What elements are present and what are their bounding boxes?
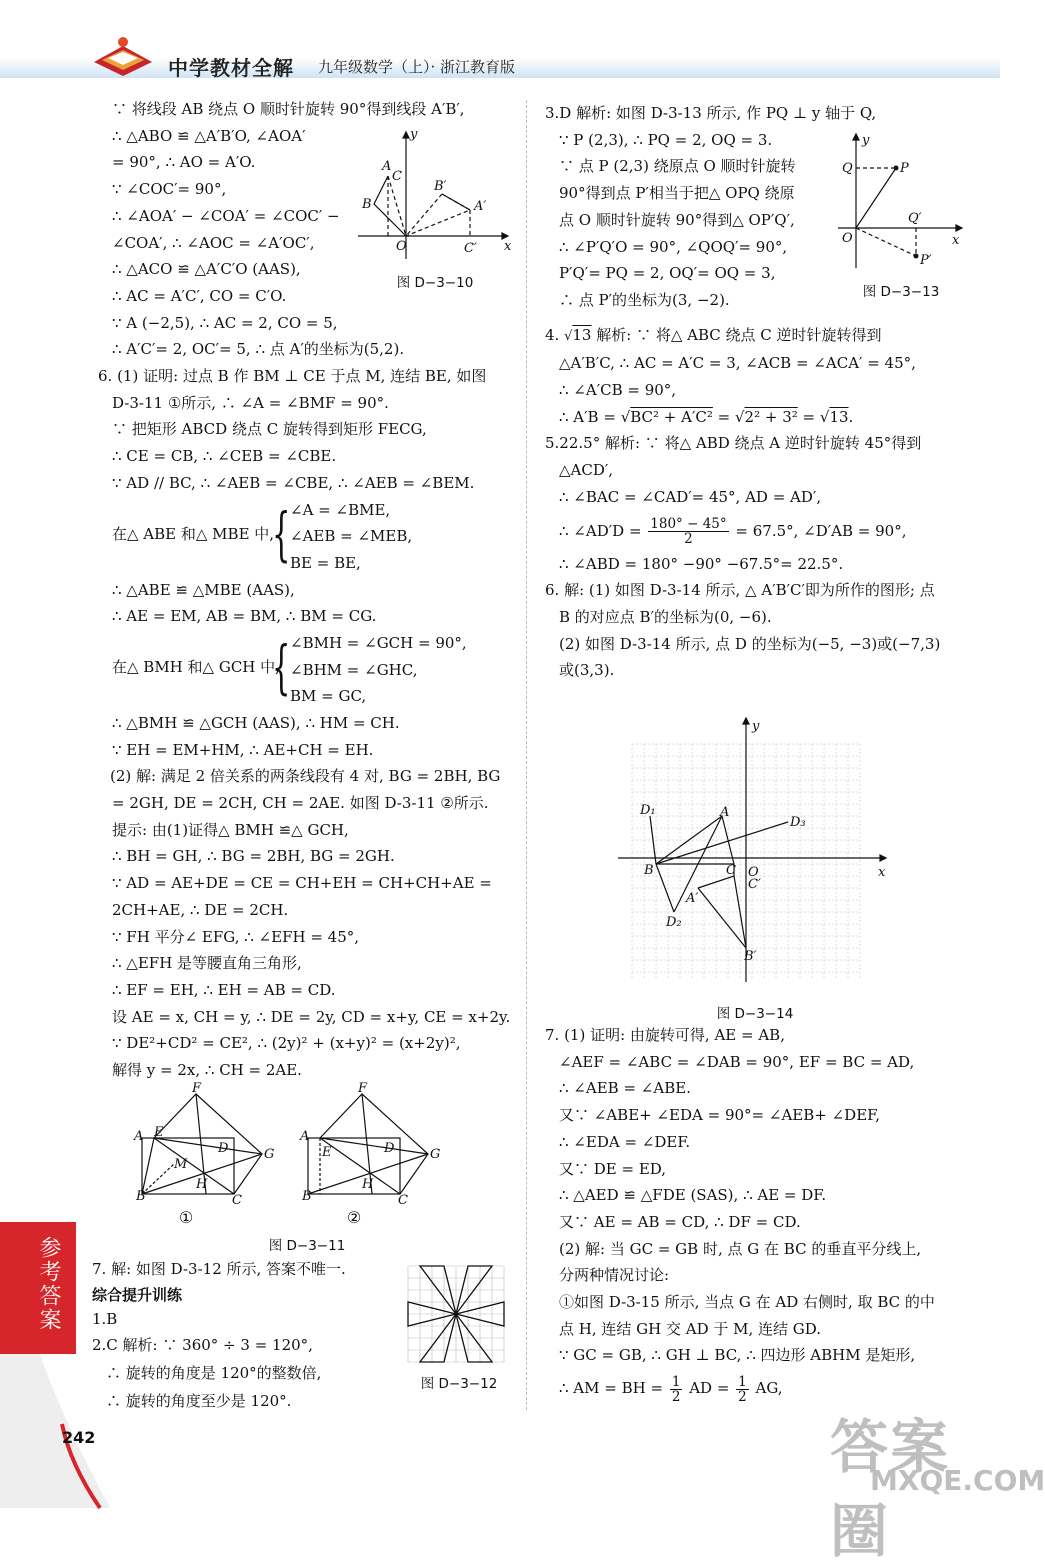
text-line: 3.D 解析: 如图 D-3-13 所示, 作 PQ ⊥ y 轴于 Q,: [545, 104, 877, 122]
text-line: ∴ △BMH ≌ △GCH (AAS), ∴ HM = CH.: [112, 713, 400, 732]
text-line: △ACD′,: [559, 461, 614, 480]
fraction-numerator: 180° − 45°: [650, 516, 727, 533]
text-line: 6. 解: (1) 如图 D-3-14 所示, △ A′B′C′即为所作的图形; 点: [545, 581, 935, 600]
text-line: ∴ 旋转的角度至少是 120°.: [106, 1391, 292, 1410]
fig-label: C′: [464, 241, 477, 256]
text-line: (2) 如图 D-3-14 所示, 点 D 的坐标为(−5, −3)或(−7,3): [559, 634, 941, 653]
text-line: ∴ EF = EH, ∴ EH = AB = CD.: [112, 980, 336, 999]
question-7-block: [545, 1022, 975, 1407]
book-title: 中学教材全解: [168, 56, 294, 80]
fig-label: D₃: [790, 815, 806, 830]
system-items: [290, 497, 412, 577]
caption-d-3-12: 图 D−3−12: [420, 1376, 498, 1392]
fraction-numerator: 1: [738, 1373, 747, 1390]
text-line: 2CH+AE, ∴ DE = 2CH.: [112, 900, 289, 919]
figure-d-3-11-2: [296, 1081, 446, 1208]
text-line: ∴ AE = EM, AB = BM, ∴ BM = CG.: [112, 607, 377, 626]
fig-label: A: [720, 805, 730, 820]
text-line: ∴ △EFH 是等腰直角三角形,: [112, 954, 302, 973]
question-number: 4.: [545, 325, 560, 344]
fig-label: P′: [920, 253, 932, 268]
fig-label: B: [362, 197, 372, 212]
fraction-denominator: 2: [738, 1388, 747, 1405]
figure-d-3-10: [348, 124, 518, 264]
text-line: ∵ GC = GB, ∴ GH ⊥ BC, ∴ 四边形 ABHM 是矩形,: [559, 1346, 916, 1365]
sqrt-symbol: √: [564, 328, 573, 344]
fig-label: Q: [842, 161, 853, 176]
fig-label: B′: [434, 179, 447, 194]
text-line: 分两种情况讨论:: [559, 1266, 670, 1285]
figure-d-3-11-1: [130, 1081, 280, 1208]
text-run: 解析: ∵ 将△ ABC 绕点 C 逆时针旋转得到: [596, 325, 882, 344]
text-run: ∴ ∠AD′D =: [559, 521, 647, 540]
text-line: ∴ ∠AEB = ∠ABE.: [559, 1079, 691, 1098]
brace-icon: {: [272, 632, 291, 701]
text-line: ∴ △ABE ≌ △MBE (AAS),: [112, 580, 295, 599]
left-bottom: [92, 1256, 402, 1415]
fig-label: G: [264, 1147, 275, 1162]
text-line: D-3-11 ①所示, ∴ ∠A = ∠BMF = 90°.: [112, 393, 389, 412]
fig-label: F: [358, 1081, 368, 1096]
fraction-denominator: 2: [671, 1388, 681, 1405]
sqrt-value: 13: [829, 407, 849, 426]
congruence-system-1: [98, 497, 518, 577]
fig-label: Q′: [908, 211, 922, 226]
text-line: ∵ AD = AE+DE = CE = CH+EH = CH+CH+AE =: [112, 874, 492, 893]
caption-circle-1: ①: [178, 1208, 194, 1227]
text-run: .: [848, 407, 854, 426]
text-run: ∴ AM = BH =: [559, 1379, 668, 1398]
text-line: 或(3,3).: [559, 661, 615, 680]
fig-label: x: [952, 233, 960, 248]
fig-label: x: [878, 865, 886, 880]
fig-label: y: [862, 133, 870, 148]
text-line: ∴ CE = CB, ∴ ∠CEB = ∠CBE.: [112, 447, 337, 466]
fig-label: B′: [744, 949, 757, 964]
fig-label: F: [192, 1081, 202, 1096]
system-item: ∠A = ∠BME,: [290, 500, 391, 519]
fig-label: A: [300, 1129, 310, 1144]
fig-label: D₁: [640, 803, 656, 818]
text-line: ∠COA′, ∴ ∠AOC = ∠A′OC′,: [112, 233, 315, 252]
text-line: 1.B: [92, 1309, 118, 1328]
caption-d-3-10: 图 D−3−10: [396, 275, 474, 291]
fig-label: H: [362, 1177, 374, 1192]
fig-label: H: [196, 1177, 208, 1192]
caption-d-3-14: 图 D−3−14: [716, 1006, 794, 1022]
fig-label: A: [134, 1129, 144, 1144]
text-line: ∴ 点 P′的坐标为(3, −2).: [559, 290, 730, 309]
text-line: ∴ ∠ABD = 180° −90° −67.5°= 22.5°.: [559, 554, 844, 573]
text-line: △A′B′C, ∴ AC = A′C = 3, ∠ACB = ∠ACA′ = 45°,: [559, 354, 916, 373]
q5-line-4: [545, 511, 975, 551]
sqrt-symbol: √: [734, 407, 745, 426]
fig-label: O: [396, 239, 407, 254]
side-tab-label: 参考答案: [36, 1236, 61, 1332]
text-line: ∴ ∠P′Q′O = 90°, ∠QOQ′= 90°,: [559, 237, 788, 256]
text-line: 7. 解: 如图 D-3-12 所示, 答案不唯一.: [92, 1260, 346, 1278]
text-line: ∵ AD // BC, ∴ ∠AEB = ∠CBE, ∴ ∠AEB = ∠BEM.: [112, 473, 475, 492]
fig-label: G: [430, 1147, 441, 1162]
text-line: 又∵ AE = AB = CD, ∴ DF = CD.: [559, 1212, 801, 1231]
sqrt-value: BC² + A′C²: [630, 407, 713, 426]
fig-label: E: [322, 1145, 332, 1160]
text-run: =: [797, 407, 820, 426]
caption-circle-2: ②: [346, 1208, 362, 1227]
fig-label: C: [392, 169, 402, 184]
fig-label: D: [384, 1141, 395, 1156]
text-line: ∵ P (2,3), ∴ PQ = 2, OQ = 3.: [559, 130, 773, 149]
system-lead: 在△ ABE 和△ MBE 中,: [112, 524, 275, 543]
q4-line-1: [545, 322, 975, 351]
congruence-system-2: [98, 630, 518, 710]
text-line: ∴ ∠EDA = ∠DEF.: [559, 1132, 691, 1151]
fig-label: D: [218, 1141, 229, 1156]
fig-label: C: [232, 1193, 242, 1208]
book-logo-icon: [88, 32, 158, 80]
fig-label: C′: [748, 877, 761, 892]
text-line: ∵ 点 P (2,3) 绕原点 O 顺时针旋转: [559, 157, 796, 176]
text-run: = 67.5°, ∠D′AB = 90°,: [730, 521, 907, 540]
figure-d-3-13: [836, 128, 966, 278]
fig-label: P: [900, 161, 909, 176]
fig-label: M: [174, 1157, 188, 1172]
fraction: [670, 1375, 683, 1404]
fig-label: A: [382, 159, 392, 174]
text-line: 解得 y = 2x, ∴ CH = 2AE.: [112, 1061, 302, 1080]
text-run: =: [712, 407, 735, 426]
page-header: [0, 0, 1000, 95]
fraction: [648, 517, 728, 546]
answer-side-tab: [0, 1222, 76, 1354]
text-line: 2.C 解析: ∵ 360° ÷ 3 = 120°,: [92, 1335, 313, 1354]
text-line: ∵ FH 平分∠ EFG, ∴ ∠EFH = 45°,: [112, 927, 360, 946]
fig-label: A′: [474, 199, 487, 214]
figure-d-3-14: [614, 716, 894, 986]
system-item: BE = BE,: [290, 553, 361, 572]
text-line: B 的对应点 B′的坐标为(0, −6).: [559, 607, 772, 626]
column-divider: [526, 100, 527, 1410]
fig-label: D₂: [666, 915, 682, 930]
fig-label: A′: [686, 891, 699, 906]
fig-label: O: [842, 231, 853, 246]
text-line: ∵ DE²+CD² = CE², ∴ (2y)² + (x+y)² = (x+2y)²,: [112, 1034, 461, 1053]
system-item: BM = GC,: [290, 687, 367, 706]
caption-d-3-11: 图 D−3−11: [268, 1238, 346, 1254]
text-line: ∴ ∠BAC = ∠CAD′= 45°, AD = AD′,: [559, 487, 822, 506]
text-line: ①如图 D-3-15 所示, 当点 G 在 AD 右侧时, 取 BC 的中: [559, 1293, 935, 1312]
text-line: ∴ 旋转的角度是 120°的整数倍,: [106, 1363, 322, 1382]
text-line: 点 O 顺时针旋转 90°得到△ OP′Q′,: [559, 210, 795, 229]
fig-label: O: [748, 865, 759, 880]
system-items: [290, 630, 467, 710]
q4-line-4: [545, 404, 975, 431]
fig-label: B: [136, 1189, 146, 1204]
watermark-main: 答案圈: [830, 1413, 951, 1565]
fig-label: x: [504, 239, 512, 254]
sqrt-value: 2² + 3²: [744, 407, 798, 426]
sqrt-symbol: √: [819, 407, 830, 426]
text-line: ∵ A (−2,5), ∴ AC = 2, CO = 5,: [112, 313, 338, 332]
fig-label: C: [398, 1193, 408, 1208]
text-line: 7. (1) 证明: 由旋转可得, AE = AB,: [545, 1026, 785, 1044]
section-heading: 综合提升训练: [92, 1285, 183, 1304]
fig-label: B: [302, 1189, 312, 1204]
text-line: 90°得到点 P′相当于把△ OPQ 绕原: [559, 184, 795, 203]
text-line: 5.22.5° 解析: ∵ 将△ ABD 绕点 A 逆时针旋转 45°得到: [545, 434, 922, 453]
text-line: ∵ 将线段 AB 绕点 O 顺时针旋转 90°得到线段 A′B′,: [112, 100, 465, 118]
figure-d-3-12: [408, 1266, 504, 1366]
text-line: 提示: 由(1)证得△ BMH ≌△ GCH,: [112, 820, 349, 839]
brace-icon: {: [272, 499, 291, 568]
text-line: P′Q′= PQ = 2, OQ′= OQ = 3,: [559, 264, 776, 283]
fig-label: y: [752, 719, 760, 734]
page-number: 242: [62, 1428, 96, 1447]
text-line: ∴ △ACO ≌ △A′C′O (AAS),: [112, 260, 301, 279]
fig-label: y: [410, 127, 418, 142]
system-item: ∠BMH = ∠GCH = 90°,: [290, 633, 467, 652]
sqrt-symbol: √: [620, 407, 631, 426]
system-lead: 在△ BMH 和△ GCH 中,: [112, 657, 280, 676]
text-line: ∵ 把矩形 ABCD 绕点 C 旋转得到矩形 FECG,: [112, 420, 427, 439]
watermark: [830, 1400, 1045, 1568]
text-line: 又∵ DE = ED,: [559, 1159, 667, 1178]
book-subtitle: 九年级数学（上）· 浙江教育版: [318, 58, 516, 76]
text-line: ∴ △ABO ≌ △A′B′O, ∠AOA′: [112, 126, 306, 145]
system-item: ∠AEB = ∠MEB,: [290, 527, 413, 546]
text-line: = 2GH, DE = 2CH, CH = 2AE. 如图 D-3-11 ②所示.: [112, 794, 489, 813]
text-line: ∠AEF = ∠ABC = ∠DAB = 90°, EF = BC = AD,: [559, 1052, 915, 1071]
text-line: ∴ AC = A′C′, CO = C′O.: [112, 286, 287, 305]
text-line: 6. (1) 证明: 过点 B 作 BM ⊥ CE 于点 M, 连结 BE, 如图: [98, 367, 487, 386]
text-line: ∴ BH = GH, ∴ BG = 2BH, BG = 2GH.: [112, 847, 395, 866]
watermark-url: MXQE.COM: [870, 1464, 1045, 1497]
text-line: (2) 解: 满足 2 倍关系的两条线段有 4 对, BG = 2BH, BG: [110, 767, 501, 786]
text-line: 点 H, 连结 GH 交 AD 于 M, 连结 GD.: [559, 1319, 822, 1338]
text-line: ∴ A′C′= 2, OC′= 5, ∴ 点 A′的坐标为(5,2).: [112, 340, 405, 359]
fig-label: C: [726, 863, 736, 878]
system-item: ∠BHM = ∠GHC,: [290, 660, 418, 679]
text-line: = 90°, ∴ AO = A′O.: [112, 153, 256, 172]
text-run: AG,: [750, 1379, 783, 1398]
text-line: ∵ EH = EM+HM, ∴ AE+CH = EH.: [112, 740, 374, 759]
text-line: (2) 解: 当 GC = GB 时, 点 G 在 BC 的垂直平分线上,: [559, 1239, 922, 1258]
text-line: ∴ ∠AOA′ − ∠COA′ = ∠COC′ −: [112, 206, 340, 225]
fraction: [736, 1375, 749, 1404]
fraction-numerator: 1: [671, 1373, 681, 1390]
text-run: ∴ A′B =: [559, 407, 621, 426]
sqrt-value: 13: [572, 325, 592, 344]
text-line: 又∵ ∠ABE+ ∠EDA = 90°= ∠AEB+ ∠DEF,: [559, 1106, 880, 1125]
text-line: 设 AE = x, CH = y, ∴ DE = 2y, CD = x+y, CE = x+2y.: [112, 1007, 511, 1026]
text-line: ∴ ∠A′CB = 90°,: [559, 381, 677, 400]
text-line: ∴ △AED ≌ △FDE (SAS), ∴ AE = DF.: [559, 1186, 827, 1205]
text-line: ∵ ∠COC′= 90°,: [112, 180, 227, 199]
text-run: AD =: [684, 1379, 735, 1398]
fig-label: B: [644, 863, 654, 878]
fraction-denominator: 2: [684, 531, 693, 548]
fig-label: E: [154, 1125, 164, 1140]
caption-d-3-13: 图 D−3−13: [862, 284, 940, 300]
